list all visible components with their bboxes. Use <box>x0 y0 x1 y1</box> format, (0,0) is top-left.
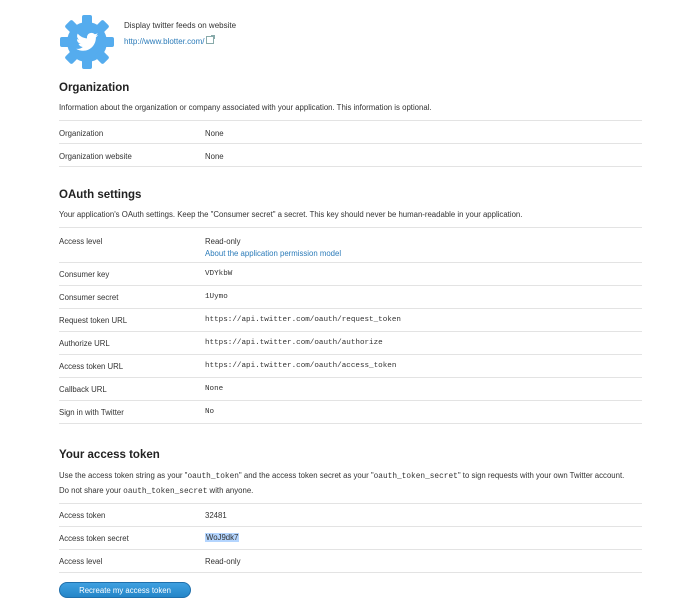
row-label: Callback URL <box>59 385 107 394</box>
oauth-settings-table <box>59 227 642 424</box>
table-row <box>59 355 642 378</box>
access-token-description: Use the access token string as your "oauth_token" and the access token secret as your "oauth_token_secret" to sign requests with your own Twitter account. Do not share your oauth_token_secret with anyone. <box>59 471 625 496</box>
table-row <box>59 228 642 263</box>
external-link-icon <box>206 36 214 44</box>
table-row <box>59 144 642 167</box>
table-row <box>59 263 642 286</box>
permission-model-link[interactable]: About the application permission model <box>205 249 342 258</box>
app-header <box>60 15 660 70</box>
organization-table <box>59 120 642 167</box>
row-value: 1Uymo <box>205 293 228 301</box>
access-token-secret-value[interactable]: WoJ9dk7 <box>206 533 239 542</box>
row-label: Access token <box>59 511 106 520</box>
row-label: Sign in with Twitter <box>59 408 124 417</box>
row-label: Consumer secret <box>59 293 119 302</box>
table-row <box>59 309 642 332</box>
table-row <box>59 332 642 355</box>
table-row <box>59 121 642 144</box>
table-row <box>59 550 642 573</box>
twitter-gear-logo-icon <box>60 15 114 69</box>
row-label: Organization <box>59 129 104 138</box>
app-description: Display twitter feeds on website <box>124 21 237 30</box>
row-value: Read-only <box>205 237 241 246</box>
row-value: No <box>205 408 215 416</box>
row-value: None <box>205 129 224 138</box>
row-value: https://api.twitter.com/oauth/access_token <box>205 362 397 370</box>
table-row <box>59 401 642 424</box>
row-label: Access level <box>59 557 103 566</box>
oauth-settings-heading: OAuth settings <box>59 189 142 201</box>
row-label: Access level <box>59 237 103 246</box>
organization-description: Information about the organization or company associated with your application. This information is optional. <box>59 103 432 112</box>
row-value: None <box>205 385 224 393</box>
table-row <box>59 504 642 527</box>
row-label: Organization website <box>59 152 132 161</box>
row-value: None <box>205 152 224 161</box>
app-website-link[interactable]: http://www.blotter.com/ <box>124 36 214 46</box>
row-value: VDYkbW <box>205 270 233 278</box>
table-row <box>59 286 642 309</box>
access-token-table <box>59 503 642 573</box>
row-value: https://api.twitter.com/oauth/authorize <box>205 339 383 347</box>
recreate-access-token-button[interactable]: Recreate my access token <box>59 582 191 598</box>
row-label: Request token URL <box>59 316 128 325</box>
row-label: Consumer key <box>59 270 110 279</box>
row-value: Read-only <box>205 557 241 566</box>
row-value: https://api.twitter.com/oauth/request_token <box>205 316 401 324</box>
row-label: Authorize URL <box>59 339 110 348</box>
table-row <box>59 378 642 401</box>
row-label: Access token secret <box>59 534 129 543</box>
oauth-settings-description: Your application's OAuth settings. Keep the "Consumer secret" a secret. This key should never be human-readable in your application. <box>59 210 523 219</box>
organization-heading: Organization <box>59 82 130 94</box>
table-row <box>59 527 642 550</box>
row-value: 32481 <box>205 511 227 520</box>
access-token-heading: Your access token <box>59 449 160 461</box>
row-label: Access token URL <box>59 362 124 371</box>
